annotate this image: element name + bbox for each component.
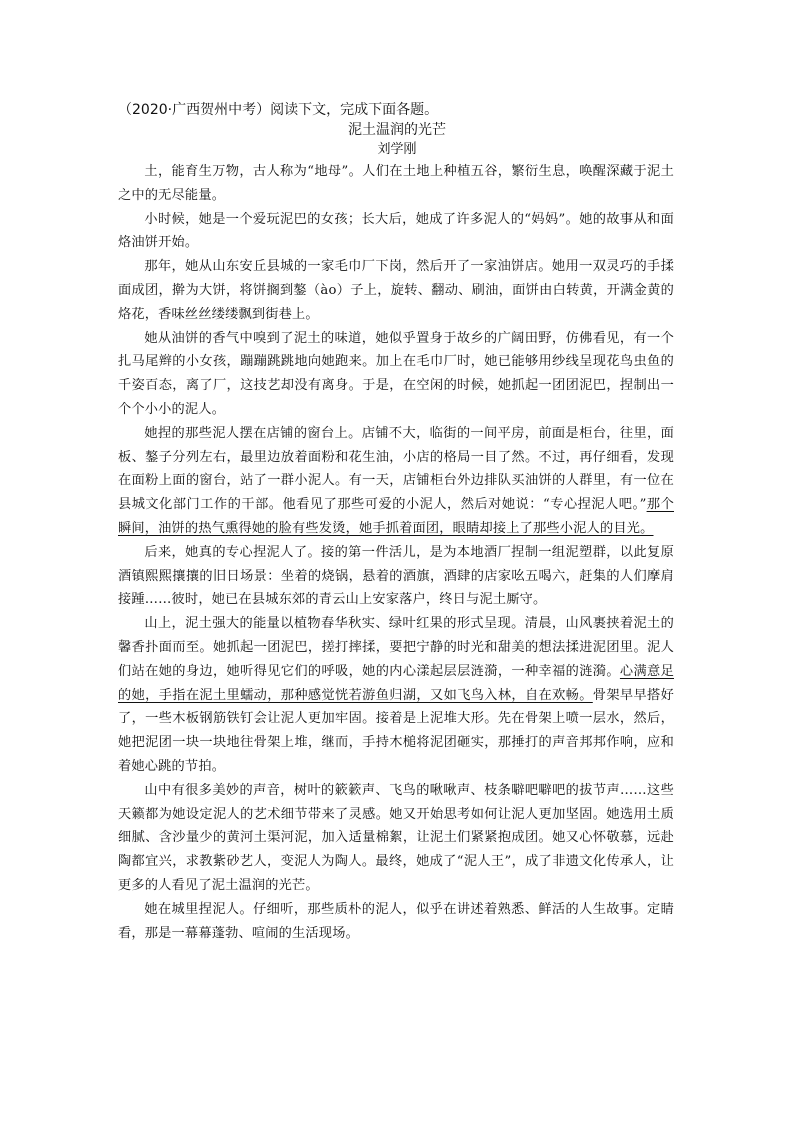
paragraph-3: 那年，她从山东安丘县城的一家毛巾厂下岗，然后开了一家油饼店。她用一双灵巧的手揉面成团，擀为大饼，将饼搁到鏊（ào）子上，旋转、翻动、刷油，面饼由白转黄，开满金黄的烙花，香味丝丝缕缕飘到街巷上。 (118, 259, 674, 322)
article-title: 泥土温润的光芒 (348, 122, 446, 138)
article-author: 刘学刚 (377, 142, 417, 157)
paragraph-5 (118, 422, 674, 541)
question-source: （2020·广西贺州中考）阅读下文，完成下面各题。 (118, 102, 439, 118)
underlined-sentence-2: 心满意足的她，手指在泥土里蠕动，那种感觉恍若游鱼归湖，又如飞鸟入林，自在欢畅。 (118, 663, 674, 703)
paragraph-7-text: 山上，泥土强大的能量以植物春华秋实、绿叶红果的形式呈现。清晨，山风裹挟着泥土的馨香扑面而至。她抓起一团泥巴，搓打摔揉，要把宁静的时光和甜美的想法揉进泥团里。泥人们站在她的身边，她听得见它们的呼吸，她的内心漾起层层涟漪，一种幸福的涟漪。 (118, 616, 674, 679)
paragraph-1: 土，能育生万物，古人称为“地母”。人们在土地上种植五谷，繁衍生息，唤醒深藏于泥土之中的无尽能量。 (118, 164, 674, 203)
paragraph-2: 小时候，她是一个爱玩泥巴的女孩；长大后，她成了许多泥人的“妈妈”。她的故事从和面烙油饼开始。 (118, 211, 674, 251)
paragraph-7 (118, 612, 674, 779)
article-body (118, 160, 674, 945)
paragraph-9: 她在城里捏泥人。仔细听，那些质朴的泥人，似乎在讲述着熟悉、鲜活的人生故事。定睛看，那是一幕幕蓬勃、喧闹的生活现场。 (118, 901, 674, 941)
paragraph-6: 后来，她真的专心捏泥人了。接的第一件活儿，是为本地酒厂捏制一组泥塑群，以此复原酒镇熙熙攘攘的旧日场景：坐着的烧锅，悬着的酒旗，酒肆的店家吆五喝六，赶集的人们摩肩接踵……彼时，她已在县城东郊的青云山上安家落户，终日与泥土厮守。 (118, 544, 674, 608)
paragraph-5-text: 她捏的那些泥人摆在店铺的窗台上。店铺不大，临街的一间平房，前面是柜台，往里，面板、鏊子分列左右，最里边放着面粉和花生油，小店的格局一目了然。不过，再仔细看，发现在面粉上面的窗台，站了一群小泥人。有一天，店铺柜台外边排队买油饼的人群里，有一位在县城文化部门工作的干部。他看见了那些可爱的小泥人，然后对她说：“专心捏泥人吧。” (118, 425, 674, 513)
paragraph-8: 山中有很多美妙的声音，树叶的簌簌声、飞鸟的啾啾声、枝条噼吧噼吧的拔节声……这些天籁都为她设定泥人的艺术细节带来了灵感。她又开始思考如何让泥人更加坚固。她选用土质细腻、含沙量少的黄河土渠河泥，加入适量棉絮，让泥土们紧紧抱成团。她又心怀敬慕，远赴陶都宜兴，求教紫砂艺人，变泥人为陶人。最终，她成了“泥人王”，成了非遗文化传承人，让更多的人看见了泥土温润的光芒。 (118, 782, 674, 893)
paragraph-4: 她从油饼的香气中嗅到了泥土的味道，她似乎置身于故乡的广阔田野，仿佛看见，有一个扎马尾辫的小女孩，蹦蹦跳跳地向她跑来。加上在毛巾厂时，她已能够用纱线呈现花鸟虫鱼的千姿百态，离了厂，这技艺却没有离身。于是，在空闲的时候，她抓起一团团泥巴，捏制出一个个小小的泥人。 (118, 330, 674, 417)
paragraph-7-tail: 骨架早早搭好了，一些木板钢筋铁钉会让泥人更加牢固。接着是上泥堆大形。先在骨架上喷一层水，然后，她把泥团一块一块地往骨架上堆，继而，手持木槌将泥团砸实，那捶打的声音邦邦作响，应和着她心跳的节拍。 (118, 687, 674, 774)
underlined-sentence-1: 那个瞬间，油饼的热气熏得她的脸有些发烫，她手抓着面团，眼睛却接上了那些小泥人的目光。 (118, 497, 674, 536)
